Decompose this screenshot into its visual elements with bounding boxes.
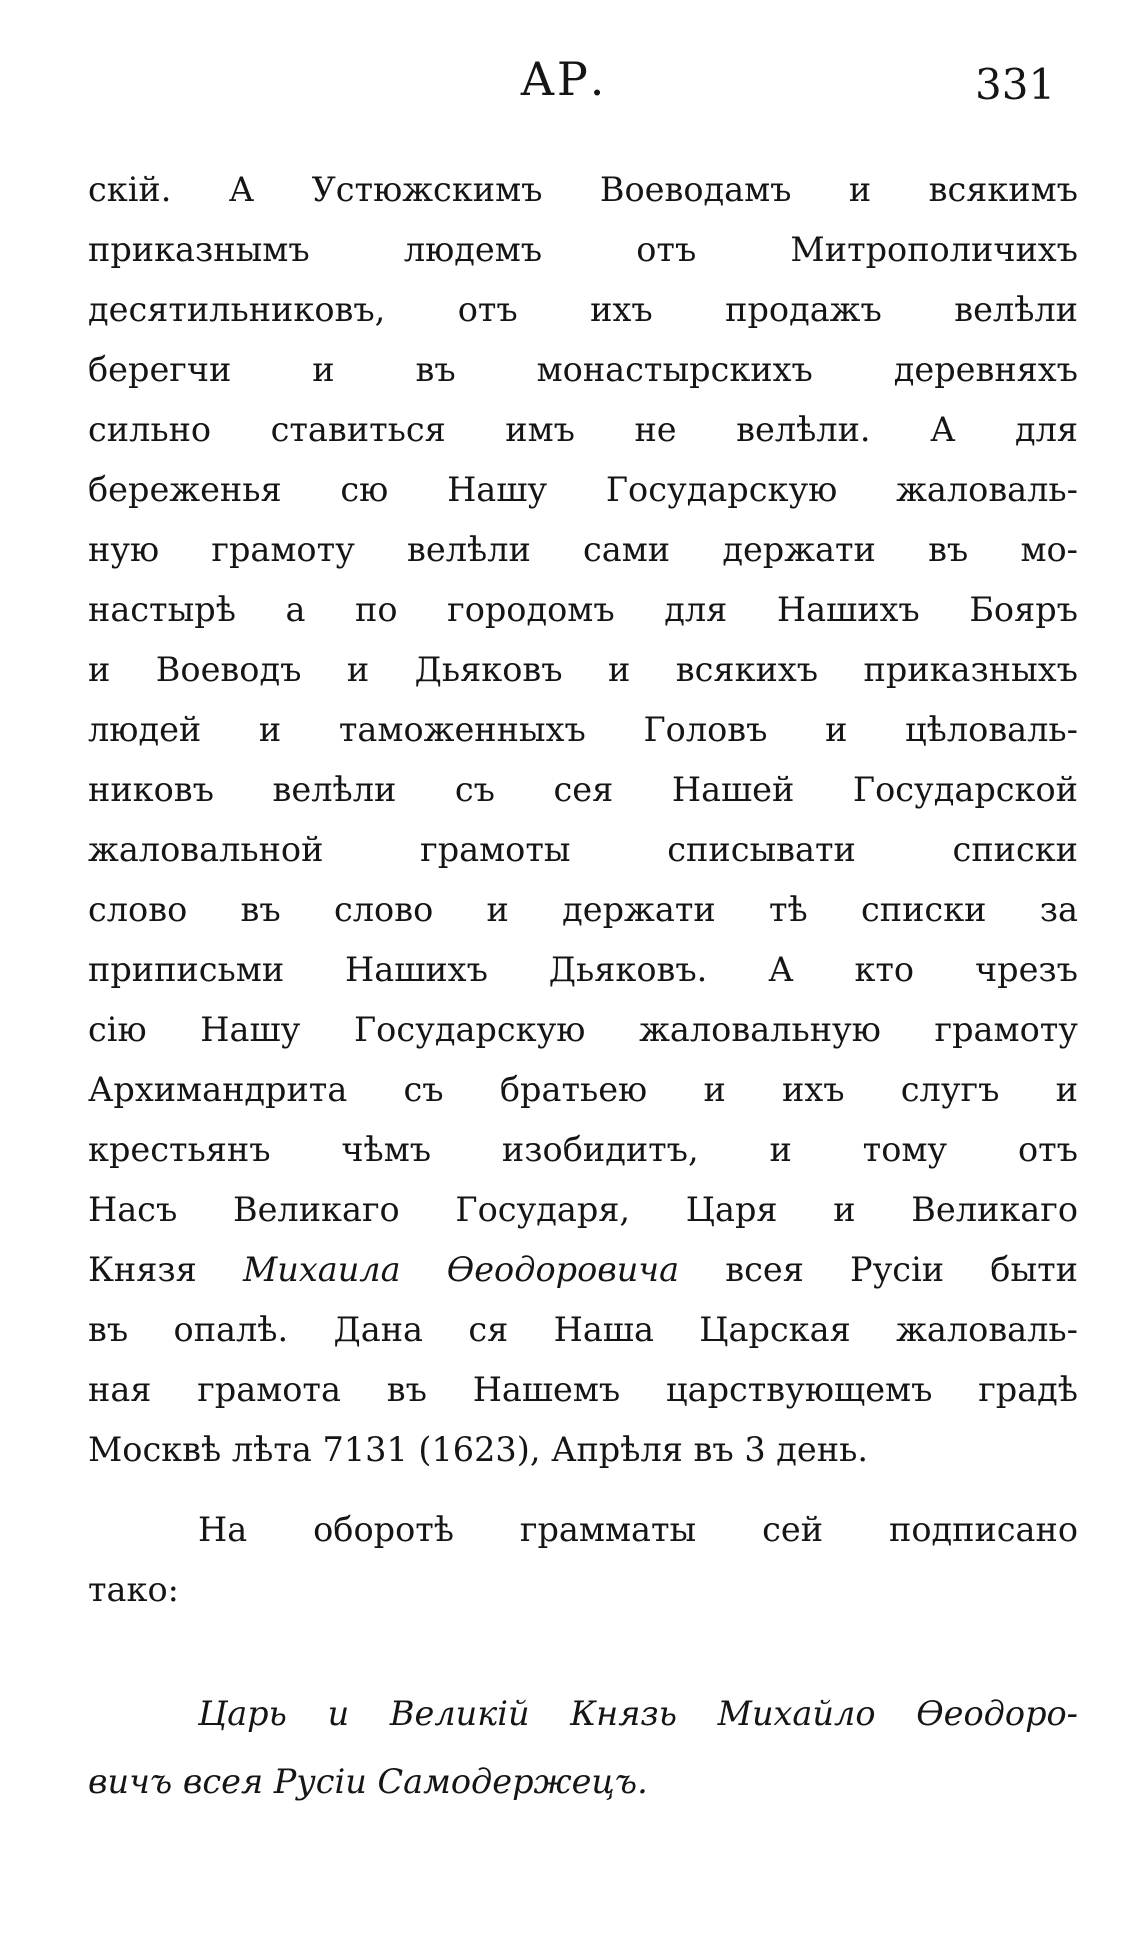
- running-title: АР.: [520, 52, 607, 106]
- tsar-signature: [88, 1680, 1078, 1816]
- text-line: ную грамоту велѣли сами держати въ мо-: [88, 530, 1078, 569]
- text-line: сильно ставиться имъ не велѣли. А для: [88, 410, 1078, 449]
- text-line: берегчи и въ монастырскихъ деревняхъ: [88, 350, 1078, 389]
- text-line: людей и таможенныхъ Головъ и цѣловаль-: [88, 710, 1078, 749]
- signature-line: вичъ всея Русіи Самодержецъ.: [88, 1762, 648, 1801]
- text-line-with-italic-name: Князя Михаила Өеодоровича всея Русіи быти: [88, 1250, 1078, 1289]
- note-line: тако:: [88, 1570, 179, 1609]
- verso-note: [88, 1500, 1078, 1620]
- tsar-name-italic: Михаила Өеодоровича: [242, 1250, 680, 1289]
- text-line: жаловальной грамоты списывати списки: [88, 830, 1078, 869]
- page-number: 331: [975, 60, 1056, 109]
- text-line: ная грамота въ Нашемъ царствующемъ градѣ: [88, 1370, 1078, 1409]
- text-line: слово въ слово и держати тѣ списки за: [88, 890, 1078, 929]
- text-line: Москвѣ лѣта 7131 (1623), Апрѣля въ 3 день.: [88, 1430, 868, 1469]
- text-line: никовъ велѣли съ сея Нашей Государской: [88, 770, 1078, 809]
- signature-line: Царь и Великій Князь Михайло Өеодоро-: [198, 1694, 1078, 1733]
- text-line: Насъ Великаго Государя, Царя и Великаго: [88, 1190, 1078, 1229]
- text-line: въ опалѣ. Дана ся Наша Царская жаловаль-: [88, 1310, 1078, 1349]
- text-line: десятильниковъ, отъ ихъ продажъ велѣли: [88, 290, 1078, 329]
- text-line: настырѣ а по городомъ для Нашихъ Бояръ: [88, 590, 1078, 629]
- text-line: крестьянъ чѣмъ изобидитъ, и тому отъ: [88, 1130, 1078, 1169]
- text-line: береженья сю Нашу Государскую жаловаль-: [88, 470, 1078, 509]
- text-line: приказнымъ людемъ отъ Митрополичихъ: [88, 230, 1078, 269]
- charter-text: [88, 160, 1078, 1480]
- text-line: приписьми Нашихъ Дьяковъ. А кто чрезъ: [88, 950, 1078, 989]
- text-line: скій. А Устюжскимъ Воеводамъ и всякимъ: [88, 170, 1078, 209]
- text-line: сію Нашу Государскую жаловальную грамоту: [88, 1010, 1078, 1049]
- note-line: На оборотѣ грамматы сей подписано: [198, 1510, 1078, 1549]
- text-line: и Воеводъ и Дьяковъ и всякихъ приказныхъ: [88, 650, 1078, 689]
- text-line: Архимандрита съ братьею и ихъ слугъ и: [88, 1070, 1078, 1109]
